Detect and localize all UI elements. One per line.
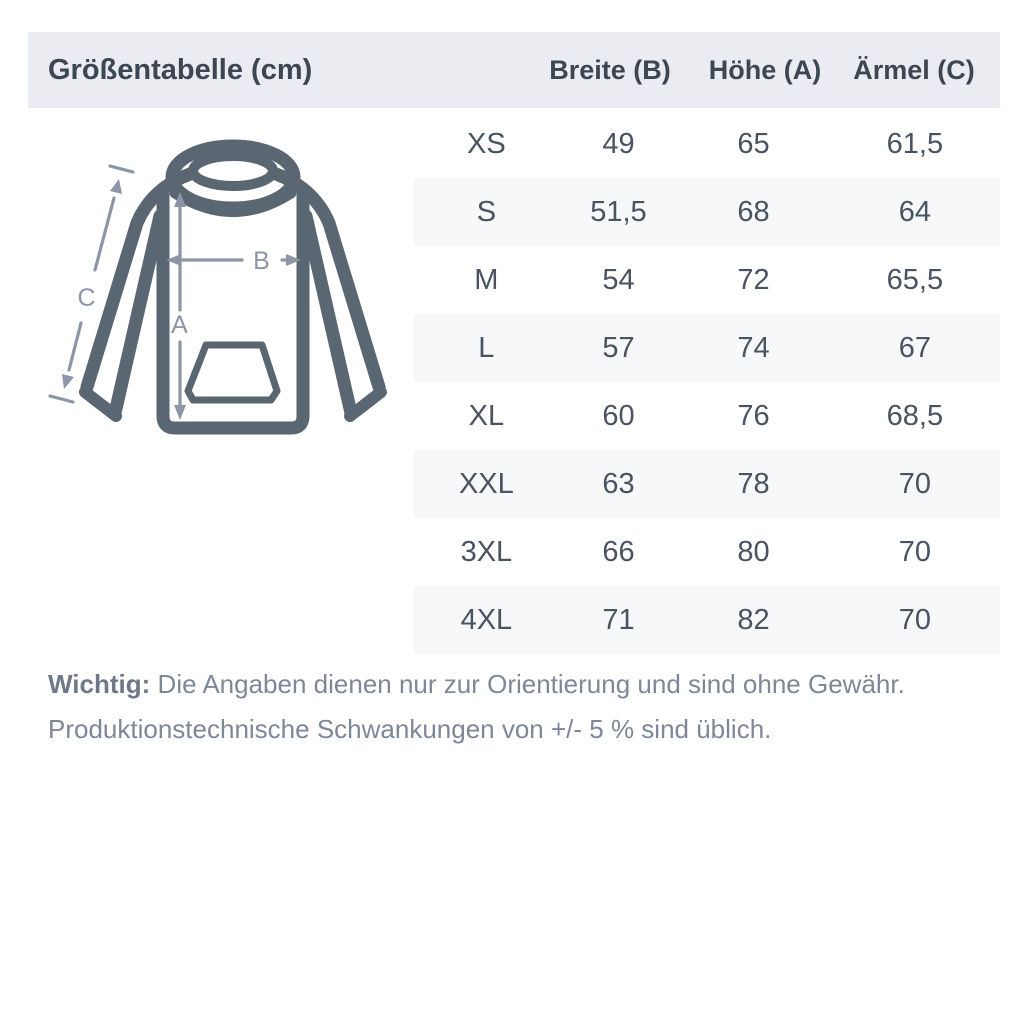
hoehe-cell: 68: [737, 196, 770, 228]
breite-cell: 60: [602, 400, 635, 432]
table-row-4xl: [413, 586, 1000, 654]
table-row-m: [413, 246, 1000, 314]
size-cell: 4XL: [460, 604, 513, 636]
hoehe-cell: 80: [737, 536, 770, 568]
size-cell: S: [476, 196, 497, 228]
dimension-label-c: C: [77, 284, 97, 312]
hoehe-cell: 76: [737, 400, 770, 432]
aermel-cell: 70: [898, 604, 931, 636]
aermel-cell: 65,5: [886, 264, 944, 296]
table-row-s: [413, 178, 1000, 246]
size-table: [413, 110, 1000, 654]
dimension-label-a: A: [171, 311, 189, 339]
breite-cell: 54: [602, 264, 635, 296]
disclaimer-line1: Die Angaben dienen nur zur Orientierung und sind ohne Gewähr.: [150, 669, 905, 699]
table-row-xxl: [413, 450, 1000, 518]
disclaimer-note: [48, 662, 978, 752]
hoehe-cell: 78: [737, 468, 770, 500]
table-row-3xl: [413, 518, 1000, 586]
size-cell: XXL: [458, 468, 514, 500]
table-row-xl: [413, 382, 1000, 450]
table-row-l: [413, 314, 1000, 382]
hoehe-cell: 72: [737, 264, 770, 296]
aermel-cell: 70: [898, 468, 931, 500]
hoodie-measurement-diagram: [40, 130, 400, 450]
table-row-xs: [413, 110, 1000, 178]
aermel-cell: 68,5: [886, 400, 944, 432]
column-header-hoehe: Höhe (A): [708, 55, 822, 85]
size-cell: XS: [467, 128, 506, 160]
page-title: Größentabelle (cm): [48, 54, 313, 86]
disclaimer-prefix: Wichtig:: [48, 669, 151, 699]
breite-cell: 71: [602, 604, 635, 636]
breite-cell: 57: [602, 332, 635, 364]
column-header-breite: Breite (B): [549, 55, 671, 85]
breite-cell: 63: [602, 468, 635, 500]
breite-cell: 49: [602, 128, 635, 160]
hoehe-cell: 65: [737, 128, 770, 160]
size-cell: 3XL: [460, 536, 513, 568]
size-chart-header: [28, 32, 1000, 108]
disclaimer-line2: Produktionstechnische Schwankungen von +/- 5 % sind üblich.: [48, 714, 772, 744]
size-cell: XL: [468, 400, 505, 432]
aermel-cell: 64: [898, 196, 931, 228]
column-header-aermel: Ärmel (C): [853, 55, 975, 85]
hoehe-cell: 74: [737, 332, 770, 364]
breite-cell: 66: [602, 536, 635, 568]
hoodie-outline-icon: [40, 130, 400, 450]
aermel-cell: 61,5: [886, 128, 944, 160]
size-cell: M: [474, 264, 499, 296]
dimension-label-b: B: [253, 247, 271, 275]
size-cell: L: [478, 332, 495, 364]
hoehe-cell: 82: [737, 604, 770, 636]
aermel-cell: 70: [898, 536, 931, 568]
aermel-cell: 67: [898, 332, 931, 364]
breite-cell: 51,5: [590, 196, 647, 228]
